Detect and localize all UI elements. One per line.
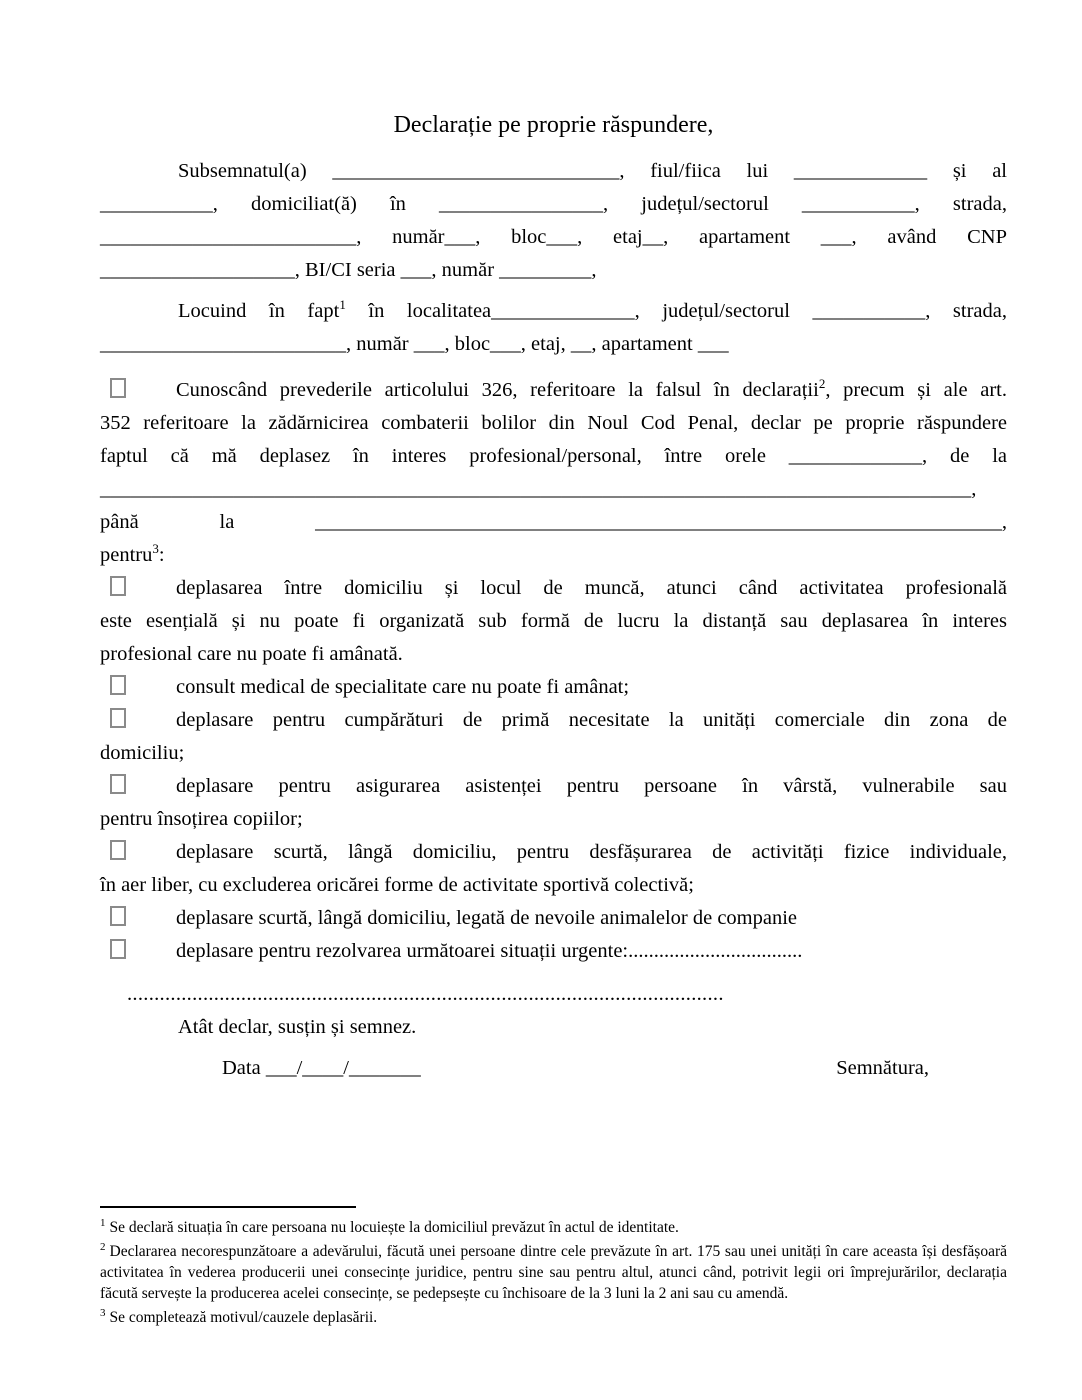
residence-paragraph	[100, 295, 1007, 361]
reason-line: pentru însoțirea copiilor;	[100, 808, 303, 830]
footnote-marker: 2	[100, 1240, 106, 1253]
reason-checkbox[interactable]	[110, 939, 126, 959]
reason-text: deplasare pentru asigurarea asistenței pentru persoane în vârstă, vulnerabile sau	[176, 775, 1007, 797]
declaration-line	[100, 374, 1007, 407]
reason-text: deplasarea între domiciliu și locul de muncă, atunci când activitatea profesională	[176, 577, 1007, 599]
reason-item	[100, 671, 1007, 704]
footnote-text: Se completează motivul/cauzele deplasării.	[109, 1309, 378, 1326]
footnote-3	[100, 1307, 1007, 1328]
footnote-2	[100, 1241, 1007, 1304]
reason-item	[100, 770, 1007, 836]
intro-line: ___________, domiciliat(ă) în ________________, județul/sectorul ___________, strada,	[100, 193, 1007, 215]
document-content	[100, 112, 1007, 1085]
reason-line	[100, 902, 1007, 935]
declaration-line: faptul că mă deplasez în interes profesional/personal, între orele _____________, de la	[100, 445, 1007, 467]
declaration-checkbox[interactable]	[110, 378, 126, 398]
residence-line: Locuind în fapt$^1$ în localitatea______________, județul/sectorul ___________, strada,	[178, 297, 1008, 322]
reason-checkbox[interactable]	[110, 675, 126, 695]
reason-item	[100, 902, 1007, 935]
reason-checkbox[interactable]	[110, 774, 126, 794]
date-signature-row	[100, 1052, 1007, 1085]
reason-line	[100, 836, 1007, 869]
reason-checkbox[interactable]	[110, 906, 126, 926]
reason-line	[100, 704, 1007, 737]
intro-paragraph	[100, 155, 1007, 287]
footnote-text: Declararea necorespunzătoare a adevărului, făcută unei persoane dintre cele prevăzute în art. 175 sau unei unități în care aceasta își desfășoară activitatea în vederea producerii unei consecințe juridice, pentru sine sau pentru altul, atunci când, potrivit legii ori împrejurărilor, declarația făcută servește la producerea acelei consecințe, se pedepsește cu închisoare de la 3 luni la 2 ani sau cu amendă.	[100, 1243, 1007, 1302]
reason-item	[100, 836, 1007, 902]
declaration-paragraph	[100, 374, 1007, 572]
page-title: Declarație pe proprie răspundere,	[393, 112, 714, 138]
declaration-line: pentru$^3$:	[100, 541, 165, 566]
reason-text: deplasare pentru rezolvarea următoarei situații urgente:..................................	[176, 940, 803, 962]
footnote-separator-rule	[100, 1206, 356, 1208]
reason-item	[100, 704, 1007, 770]
reason-line: în aer liber, cu excluderea oricărei forme de activitate sportivă colectivă;	[100, 874, 694, 896]
reason-item	[100, 572, 1007, 671]
reason-line	[100, 572, 1007, 605]
footnotes-section	[100, 1206, 1007, 1331]
footnote-marker: 1	[100, 1216, 106, 1229]
reason-line: profesional care nu poate fi amânată.	[100, 643, 403, 665]
footnote-1	[100, 1217, 1007, 1238]
dotted-fill-line: ..............................................................................................................	[127, 983, 724, 1005]
declaration-line: până la ___________________________________________________________________,	[100, 511, 1007, 533]
reason-line	[100, 935, 1007, 968]
footnote-text: Se declară situația în care persoana nu locuiește la domiciliul prevăzut în actul de identitate.	[109, 1219, 679, 1236]
reason-line	[100, 770, 1007, 803]
intro-line: ___________________, BI/CI seria ___, număr _________,	[100, 259, 597, 281]
date-field: Data ___/____/_______	[222, 1057, 421, 1079]
reason-line: este esențială și nu poate fi organizată sub formă de lucru la distanță sau deplasarea în interes	[100, 610, 1007, 632]
intro-line: _________________________, număr___, bloc___, etaj__, apartament ___, având CNP	[100, 226, 1007, 248]
declaration-blank-line: _____________________________________________________________________________________,	[100, 478, 977, 500]
closing-statement: Atât declar, susțin și semnez.	[178, 1016, 417, 1038]
footnote-marker: 3	[100, 1306, 106, 1319]
reason-checkbox[interactable]	[110, 840, 126, 860]
reason-text: consult medical de specialitate care nu poate fi amânat;	[176, 676, 630, 698]
intro-line: Subsemnatul(a) ____________________________, fiul/fiica lui _____________ și al	[178, 160, 1007, 182]
signature-label: Semnătura,	[836, 1057, 929, 1079]
reason-item	[100, 935, 1007, 968]
reason-text: deplasare scurtă, lângă domiciliu, pentru desfășurarea de activități fizice individuale,	[176, 841, 1007, 863]
reason-checkbox[interactable]	[110, 576, 126, 596]
declaration-line: 352 referitoare la zădărnicirea combaterii bolilor din Noul Cod Penal, declar pe proprie răspundere	[100, 412, 1007, 434]
reason-text: deplasare pentru cumpărături de primă necesitate la unități comerciale din zona de	[176, 709, 1007, 731]
reason-checkbox[interactable]	[110, 708, 126, 728]
reason-line	[100, 671, 1007, 704]
reason-text: deplasare scurtă, lângă domiciliu, legată de nevoile animalelor de companie	[176, 907, 798, 929]
residence-line: ________________________, număr ___, bloc___, etaj, __, apartament ___	[100, 333, 729, 355]
declaration-text: Cunoscând prevederile articolului 326, referitoare la falsul în declarații$^2$, precum și ale art.	[176, 376, 1007, 401]
reason-line: domiciliu;	[100, 742, 185, 764]
